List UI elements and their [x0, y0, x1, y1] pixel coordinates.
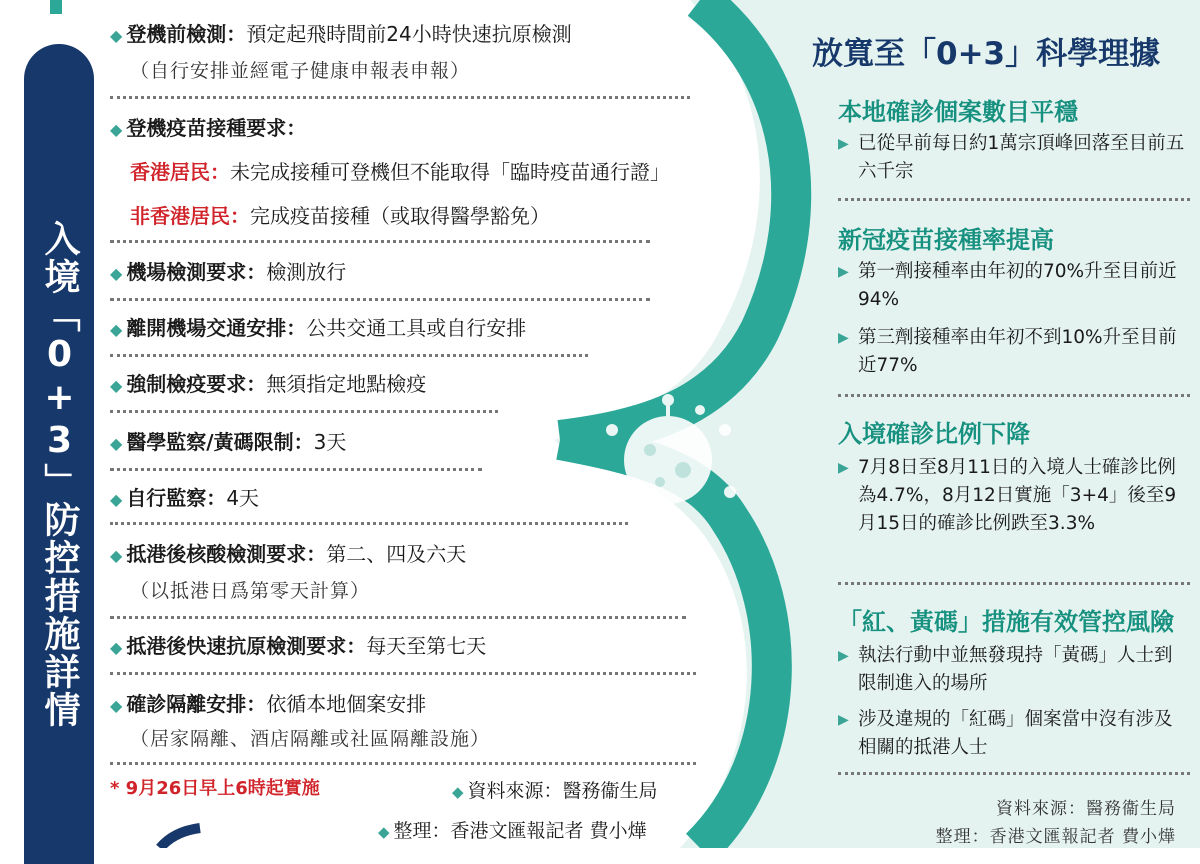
dotted-divider: [110, 298, 650, 301]
section-heading: 「紅、黃碼」措施有效管控風險: [838, 608, 1174, 636]
section-heading: 新冠疫苗接種率提高: [838, 226, 1054, 254]
triangle-bullet-icon: ▶: [838, 648, 849, 664]
dotted-divider: [110, 96, 690, 99]
diamond-icon: ◆: [110, 26, 123, 45]
dotted-divider: [838, 198, 1190, 201]
dotted-divider: [110, 468, 482, 471]
triangle-bullet-icon: ▶: [838, 712, 849, 728]
section-heading: 入境確診比例下降: [838, 420, 1030, 448]
triangle-bullet-icon: ▶: [838, 136, 849, 152]
dotted-divider: [838, 582, 1190, 585]
diamond-icon: ◆: [110, 638, 123, 657]
list-item: ◆ 強制檢疫要求：無須指定地點檢疫: [110, 372, 427, 396]
right-panel: [800, 0, 1200, 848]
list-item: 非香港居民：完成疫苗接種（或取得醫學豁免）: [130, 204, 550, 228]
dotted-divider: [110, 410, 498, 413]
triangle-bullet-icon: ▶: [838, 460, 849, 476]
list-item: ◆ 離開機場交通安排：公共交通工具或自行安排: [110, 316, 527, 340]
diamond-icon: ◆: [110, 546, 123, 565]
list-item: ◆ 登機前檢測：預定起飛時間前24小時快速抗原檢測: [110, 22, 572, 46]
list-item: ◆ 機場檢測要求：檢測放行: [110, 260, 347, 284]
dotted-divider: [110, 240, 650, 243]
triangle-bullet-icon: ▶: [838, 264, 849, 280]
dotted-divider: [110, 616, 686, 619]
list-item: ◆ 抵港後快速抗原檢測要求：每天至第七天: [110, 634, 487, 658]
diamond-icon: ◆: [110, 264, 123, 283]
side-banner: [24, 44, 94, 864]
diamond-icon: ◆: [110, 320, 123, 339]
top-accent-mark: [50, 0, 62, 14]
triangle-bullet-icon: ▶: [838, 330, 849, 346]
diamond-icon: ◆: [378, 823, 390, 841]
side-banner-title: 入境「0+3」防控措施詳情: [39, 219, 80, 729]
editor-credit: ◆ 整理：香港文匯報記者 費小燁: [378, 820, 647, 842]
bullet-item: ▶ 執法行動中並無發現持「黃碼」人士到限制進入的場所: [838, 642, 1186, 698]
bullet-item: ▶ 7月8日至8月11日的入境人士確診比例為4.7%，8月12日實施「3+4」後至9月15日的確診比例跌至3.3%: [838, 454, 1186, 538]
source-credit: 資料來源：醫務衞生局: [996, 799, 1176, 819]
list-item-note: （自行安排並經電子健康申報表申報）: [130, 60, 471, 82]
diamond-icon: ◆: [110, 120, 123, 139]
diamond-icon: ◆: [110, 434, 123, 453]
list-item-note: （以抵港日爲第零天計算）: [130, 580, 371, 602]
dotted-divider: [110, 354, 588, 357]
bullet-item: ▶ 已從早前每日約1萬宗頂峰回落至目前五六千宗: [838, 130, 1186, 186]
dotted-divider: [110, 762, 696, 765]
list-item: 香港居民：未完成接種可登機但不能取得「臨時疫苗通行證」: [130, 160, 670, 184]
list-item: ◆ 抵港後核酸檢測要求：第二、四及六天: [110, 542, 467, 566]
editor-credit: 整理：香港文匯報記者 費小燁: [935, 827, 1176, 847]
right-panel-title: 放寬至「0+3」科學理據: [812, 36, 1161, 72]
bullet-item: ▶ 涉及違規的「紅碼」個案當中沒有涉及相關的抵港人士: [838, 706, 1186, 762]
dotted-divider: [110, 522, 628, 525]
list-item-note: （居家隔離、酒店隔離或社區隔離設施）: [130, 728, 491, 750]
left-panel: [110, 0, 730, 848]
dotted-divider: [110, 672, 696, 675]
effective-date-note: * 9月26日早上6時起實施: [110, 778, 320, 799]
dotted-divider: [838, 394, 1190, 397]
bullet-item: ▶ 第三劑接種率由年初不到10%升至目前近77%: [838, 324, 1186, 380]
list-item: ◆ 醫學監察/黃碼限制：3天: [110, 430, 347, 454]
bullet-item: ▶ 第一劑接種率由年初的70%升至目前近94%: [838, 258, 1186, 314]
section-heading: 本地確診個案數目平穩: [838, 98, 1078, 126]
list-item: ◆ 確診隔離安排：依循本地個案安排: [110, 692, 427, 716]
source-credit: ◆ 資料來源：醫務衞生局: [452, 780, 658, 802]
diamond-icon: ◆: [110, 490, 123, 509]
dotted-divider: [838, 772, 1190, 775]
diamond-icon: ◆: [452, 783, 464, 801]
list-item: ◆ 自行監察：4天: [110, 486, 260, 510]
diamond-icon: ◆: [110, 376, 123, 395]
list-item: ◆ 登機疫苗接種要求：: [110, 116, 307, 140]
diamond-icon: ◆: [110, 696, 123, 715]
